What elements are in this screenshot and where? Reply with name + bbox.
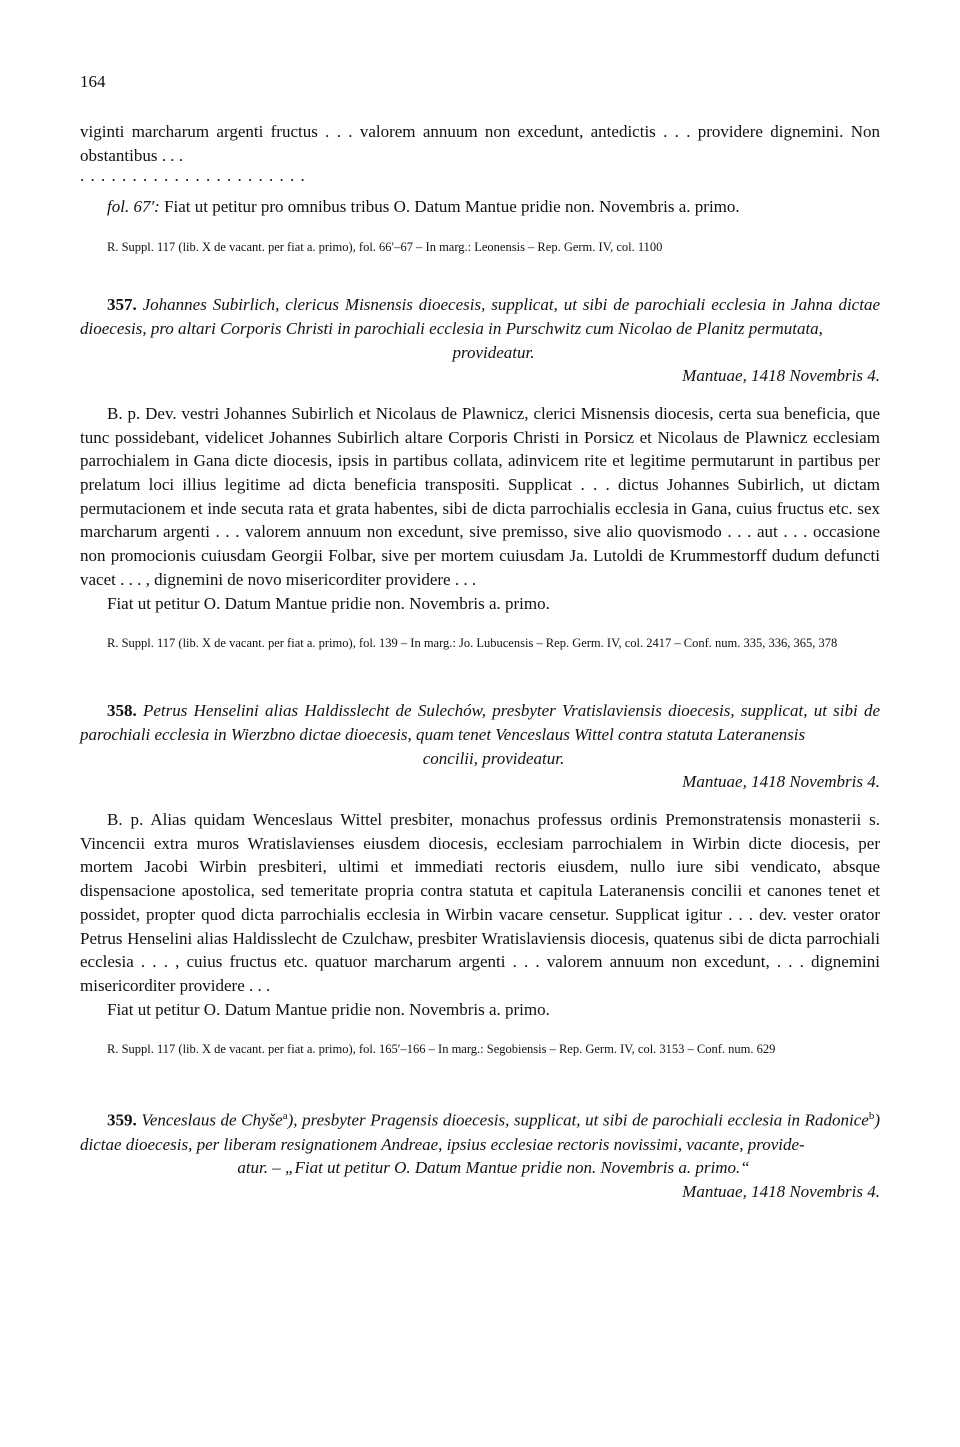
page <box>80 72 880 1218</box>
regest-body: B. p. Dev. vestri Johannes Subirlich et Nicolaus de Plawnicz, clerici Misnensis diocesis, certa sua beneficia, que tunc possidebant, videlicet Johannes Subirlich altare Corporis Christi in Porsicz et Nicolaus de Plawnicz ecclesiam parrochialem in Gana dicte diocesis, ipsis in partibus collata, adinvicem rite et legitime permutarunt in partibus per prelatum loci illius legitime ad dicta beneficia transpositi. Supplicat . . . dictus Johannes Subirlich, ut dictam permutacionem et inde secuta rata et grata habentes, sibi de dicta parrochialis ecclesia in Gana, cuius fructus etc. sex marcharum argenti . . . valorem annuum non excedunt, sive premisso, sive alio quovismodo . . . aut . . . occasione non promocionis cuiusdam Georgii Folbar, sive per mortem cuiusdam Ja. Lutoldi de Krummestorff dudum defuncti vacet . . . , dignemini de novo misericorditer providere . . . <box>80 403 880 589</box>
regest-date: Mantuae, 1418 Novembris 4. <box>682 1182 880 1202</box>
regest-date: Mantuae, 1418 Novembris 4. <box>682 366 880 386</box>
regest-date: Mantuae, 1418 Novembris 4. <box>682 772 880 792</box>
regest-number: 358. <box>107 701 137 721</box>
apparatus-note: R. Suppl. 117 (lib. X de vacant. per fiat a. primo), fol. 139 – In marg.: Jo. Lubucensis – Rep. Germ. IV, col. 2417 – Conf. num. 335, 336, 365, 378 <box>107 636 838 651</box>
apparatus-note: R. Suppl. 117 (lib. X de vacant. per fiat a. primo), fol. 165′–166 – In marg.: Segobiensis – Rep. Germ. IV, col. 3153 – Conf. num. 629 <box>107 1042 776 1057</box>
page-number: 164 <box>80 72 106 91</box>
folio-label: fol. 67′: <box>107 197 160 217</box>
regest-359 <box>80 1105 880 1203</box>
regest-number: 359. <box>107 1111 137 1131</box>
fiat-line <box>80 195 880 219</box>
footnote-marker: a <box>282 1110 288 1123</box>
regest-357 <box>80 293 880 653</box>
ellipsis-line: . . . . . . . . . . . . . . . . . . . . . . <box>80 166 306 186</box>
fiat-text: Fiat ut petitur pro omnibus tribus O. Datum Mantue pridie non. Novembris a. primo. <box>159 197 740 217</box>
apparatus-note: R. Suppl. 117 (lib. X de vacant. per fiat a. primo), fol. 66′–67 – In marg.: Leonensis – Rep. Germ. IV, col. 1100 <box>107 240 663 255</box>
fiat-line: Fiat ut petitur O. Datum Mantue pridie non. Novembris a. primo. <box>107 999 550 1019</box>
regest-358 <box>80 699 880 1059</box>
regest-heading: 358. Petrus Henselini alias Haldisslecht de Sulechów, presbyter Vratislaviensis dioecesis, supplicat, ut sibi de parochiali ecclesia in Wierzbno dictae dioecesis, quam tenet Venceslaus Wittel contra statuta Lateranensis concilii, provideatur. <box>80 701 881 768</box>
regest-number: 357. <box>107 295 137 315</box>
fiat-line: Fiat ut petitur O. Datum Mantue pridie non. Novembris a. primo. <box>107 593 550 613</box>
regest-heading: 359. Venceslaus de Chyše$^a$), presbyter Pragensis dioecesis, supplicat, ut sibi de parochiali ecclesia in Radonice$^b$) dictae dioecesis, per liberam resignationem Andreae, ipsius ecclesiae rectoris novissimi, vacante, provide- atur. – „Fiat ut petitur O. Datum Mantue pridie non. Novembris a. primo.“ <box>80 1110 881 1178</box>
regest-body: B. p. Alias quidam Wenceslaus Wittel presbiter, monachus professus ordinis Premonstratensis monasterii s. Vincencii extra muros Wratislavienses eiusdem diocesis, ecclesiam parrochialem in Wirbin dicte diocesis, per mortem Jacobi Wirbin presbiteri, ultimi et immediati rectoris eiusdem, nullo iure sibi vendicato, absque dispensacione apostolica, sed temeritate propria contra statuta et capitula Lateranensis concilii et canones tenet et possidet, propter quod dicta parrochialis ecclesia in Wirbin vacare censetur. Supplicat igitur . . . dev. vester orator Petrus Henselini alias Haldisslecht de Czulchaw, presbiter Wratislaviensis diocesis, quatenus sibi de dicta parrochiali ecclesia . . . , cuius fructus etc. quatuor marcharum argenti . . . valorem annuum non excedunt, . . . dignemini misericorditer providere . . . <box>80 810 880 995</box>
continued-text: viginti marcharum argenti fructus . . . valorem annuum non excedunt, antedictis . . . providere dignemini. Non obstantibus . . . <box>80 122 880 165</box>
footnote-marker: b <box>868 1110 875 1123</box>
regest-heading: 357. Johannes Subirlich, clericus Misnensis dioecesis, supplicat, ut sibi de parochiali ecclesia in Jahna dictae dioecesis, pro altari Corporis Christi in parochiali ecclesia in Purschwitz cum Nicolao de Planitz permutata, provideatur. <box>80 295 881 362</box>
